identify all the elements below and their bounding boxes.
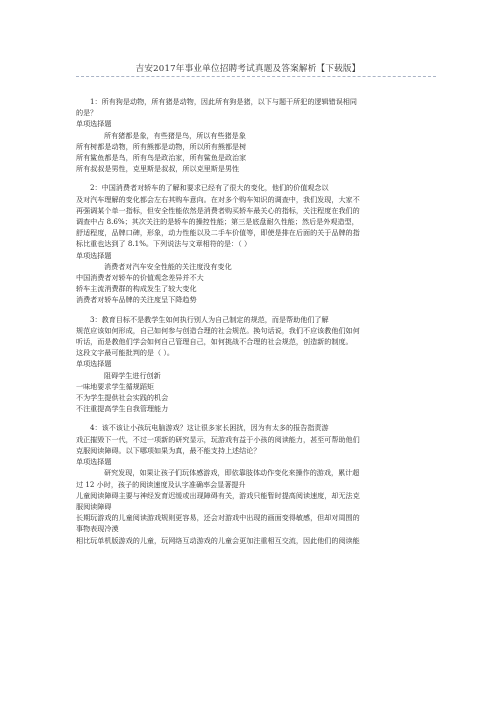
answer-option: 不注重提高学生自我管理能力 bbox=[76, 404, 169, 414]
answer-option: 中国消费者对轿车的价值观念差异并不大 bbox=[76, 273, 204, 283]
question-stem-line: 听话，而是教他们学会如何自己管理自己，如何挑战不合理的社会规范，创造新的制度。 bbox=[76, 337, 353, 347]
question-stem-line: 规范应该如何形成，自己如何参与创造合理的社会规范。换句话说，我们不应该教他们如何 bbox=[76, 325, 360, 335]
question-stem-line: 这段文字最可能批判的是（ ）。 bbox=[76, 348, 175, 358]
spacer bbox=[76, 414, 436, 422]
answer-option: 服阅读障碍 bbox=[76, 501, 112, 511]
question-4 bbox=[76, 422, 436, 545]
question-list bbox=[76, 96, 436, 546]
question-1 bbox=[76, 96, 436, 174]
question-stem-line: 2：中国消费者对轿车的了解和要求已经有了很大的变化，他们的价值观念以 bbox=[90, 183, 329, 193]
question-3 bbox=[76, 314, 436, 415]
question-type-label: 单项选择题 bbox=[76, 119, 112, 129]
answer-option: 消费者对轿车品牌的关注度呈下降趋势 bbox=[76, 295, 197, 305]
answer-option: 长期玩游戏的儿童阅读游戏规则更容易，还会对游戏中出现的画面变得敏感，但却对周围的 bbox=[76, 513, 360, 523]
answer-option: 相比玩单机版游戏的儿童，玩网络互动游戏的儿童会更加注重相互交流，因此他们的阅读能 bbox=[76, 535, 360, 545]
question-type-label: 单项选择题 bbox=[76, 359, 112, 369]
answer-option: 所有叔叔是男性，克里斯是叔叔，所以克里斯是男性 bbox=[76, 164, 240, 174]
question-type-label: 单项选择题 bbox=[76, 457, 112, 467]
question-stem-line: 1：所有狗是动物，所有猪是动物，因此所有狗是猪，以下与题干所犯的逻辑错误相同 bbox=[90, 97, 357, 106]
title-divider bbox=[76, 76, 436, 77]
page-title: 吉安2017年事业单位招聘考试真题及答案解析【下载版】 bbox=[135, 64, 361, 74]
answer-option: 研究发现，如果让孩子们玩体感游戏，即依靠肢体动作变化来操作的游戏，累计超 bbox=[104, 468, 360, 478]
question-stem-line: 克服阅读障碍。以下哪项如果为真，最不能支持上述结论？ bbox=[76, 445, 261, 455]
answer-option: 过 12 小时，孩子的阅读速度及认字准确率会显著提升 bbox=[76, 479, 246, 489]
answer-option: 不为学生提供社会实践的机会 bbox=[76, 393, 169, 403]
question-stem-line: 3：教育目标不是教学生如何执行别人为自己制定的规范，而是帮助他们了解 bbox=[90, 314, 329, 324]
question-stem-line: 4：该不该让小孩玩电脑游戏？这让很多家长困扰，因为有太多的报告指责游 bbox=[90, 423, 329, 433]
answer-option: 一味地要求学生循规蹈矩 bbox=[76, 381, 155, 391]
question-stem-line: 标比重也达到了 8.1%。下列说法与文章相符的是：（ ） bbox=[76, 239, 252, 249]
answer-option: 所有鲨鱼都是鸟，所有鸟是政治家，所有鲨鱼是政治家 bbox=[76, 153, 247, 163]
answer-option: 所有树都是动物，所有熊都是动物，所以所有熊都是树 bbox=[76, 141, 247, 151]
answer-option: 所有猪都是象，有些猪是鸟，所以有些猪是象 bbox=[104, 130, 246, 140]
answer-option: 儿童阅读障碍主要与神经发育迟缓或出现障碍有关，游戏只能暂时提高阅读速度，却无法克 bbox=[76, 490, 360, 500]
answer-option: 阻碍学生进行创新 bbox=[104, 370, 161, 380]
question-stem-line: 的是？ bbox=[76, 108, 98, 118]
spacer bbox=[76, 306, 436, 314]
question-stem-line: 戏正摧毁下一代，不过一项新的研究显示，玩游戏有益于小孩的阅读能力，甚至可帮助他们 bbox=[76, 434, 360, 444]
spacer bbox=[76, 174, 436, 182]
question-stem-line: 及对汽车理解的变化都会左右其购车意向。在对多个购车知识的调查中，我们发现，大家不 bbox=[76, 194, 360, 204]
answer-option: 事物表现冷漠 bbox=[76, 524, 119, 534]
answer-option: 轿车主流消费群的构成发生了较大变化 bbox=[76, 284, 197, 294]
question-stem-line: 调查中占 8.6%；其次关注的是轿车的操控性能；第三是底盘耐久性能；然后是外观造型， bbox=[76, 217, 359, 227]
question-stem-line: 再强调某个单一指标，但安全性能依然是消费者购买轿车最关心的指标，关注程度在我们的 bbox=[76, 205, 360, 215]
question-2 bbox=[76, 182, 436, 305]
question-type-label: 单项选择题 bbox=[76, 250, 112, 260]
answer-option: 消费者对汽车安全性能的关注度没有变化 bbox=[104, 261, 232, 271]
question-stem-line: 舒适程度，品牌口碑，形象，动力性能以及二手车价值等，即使是排在后面的关于品牌的指 bbox=[76, 228, 360, 238]
